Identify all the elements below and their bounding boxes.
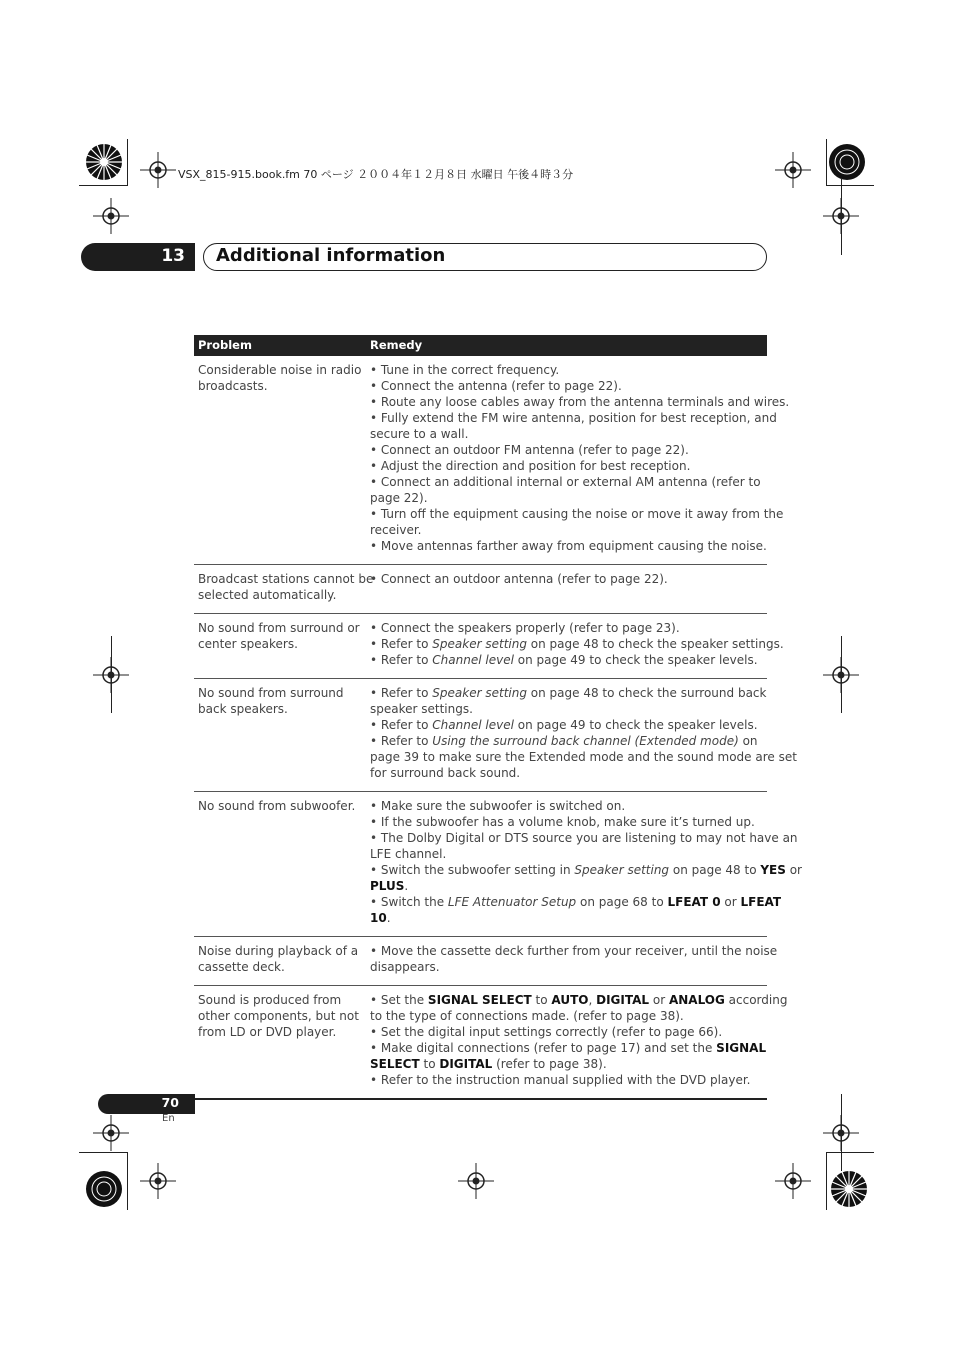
remedy-cell [370,798,802,926]
chapter-title-box [203,243,767,271]
italic-reference: Channel level [432,653,514,667]
problem-cell [198,362,364,394]
cell-line: • Connect the antenna (refer to page 22). [370,379,622,393]
cell-line: LFE channel. [370,847,447,861]
cell-line: receiver. [370,523,422,537]
table-header [194,335,767,356]
table-row [194,937,778,986]
cell-line: Broadcast stations cannot be [198,572,374,586]
cell-line: • Refer to Speaker setting on page 48 to check the speaker settings. [370,637,784,651]
bold-setting: SIGNAL SELECT [427,993,532,1007]
bold-setting: SIGNAL [716,1041,767,1055]
cell-line: • Set the digital input settings correctly (refer to page 66). [370,1025,723,1039]
crosshair-mark-icon [140,152,176,188]
cell-line: • Set the SIGNAL SELECT to AUTO, DIGITAL or ANALOG according [370,993,788,1007]
chapter-badge [81,243,195,271]
cell-line: selected automatically. [198,588,337,602]
table-row [194,986,788,1100]
crop-line [841,178,842,255]
crop-line [841,636,842,713]
cell-line: • Fully extend the FM wire antenna, position for best reception, and [370,411,777,425]
remedy-cell [370,992,788,1088]
crop-line [826,1152,827,1210]
cell-line: • Switch the LFE Attenuator Setup on page 68 to LFEAT 0 or LFEAT [370,895,782,909]
cell-line: to the type of connections made. (refer to page 38). [370,1009,684,1023]
table-row [194,356,790,565]
crop-line [79,1152,127,1153]
chapter-number: 13 [161,246,185,266]
cell-line: Noise during playback of a [198,944,359,958]
cell-line: page 39 to make sure the Extended mode and the sound mode are set [370,750,797,764]
table-row [194,565,767,614]
registration-sunburst-icon [826,141,868,183]
crop-line [111,636,112,713]
cell-line: • Connect an outdoor FM antenna (refer to page 22). [370,443,689,457]
crosshair-mark-icon [775,1163,811,1199]
cell-line: SELECT to DIGITAL (refer to page 38). [370,1057,607,1071]
cell-line: No sound from subwoofer. [198,799,356,813]
remedy-cell [370,620,784,668]
chapter-title: Additional information [216,245,446,266]
problem-cell [198,620,364,652]
cell-line: disappears. [370,960,440,974]
cell-line: center speakers. [198,637,298,651]
bold-setting: YES [760,863,786,877]
problem-cell [198,571,374,603]
cell-line: from LD or DVD player. [198,1025,337,1039]
crosshair-mark-icon [458,1163,494,1199]
bold-setting: DIGITAL [596,993,650,1007]
bold-setting: ANALOG [668,993,725,1007]
bold-setting: DIGITAL [439,1057,493,1071]
cell-line: 10. [370,911,391,925]
italic-reference: Using the surround back channel (Extended mode) [432,734,739,748]
page-number: 70 [161,1095,179,1110]
registration-sunburst-icon [83,141,125,183]
cell-line: • Turn off the equipment causing the noise or move it away from the [370,507,784,521]
remedy-cell [370,943,778,975]
cell-line: • Move antennas farther away from equipment causing the noise. [370,539,767,553]
cell-line: • Refer to Channel level on page 49 to check the speaker levels. [370,718,758,732]
remedy-cell [370,685,797,781]
crosshair-mark-icon [93,1115,129,1151]
cell-line: • Switch the subwoofer setting in Speaker setting on page 48 to YES or [370,863,802,877]
bold-setting: SELECT [370,1057,420,1071]
bold-setting: PLUS [370,879,405,893]
remedy-cell [370,571,766,587]
italic-reference: LFE Attenuator Setup [447,895,577,909]
bold-setting: AUTO [551,993,589,1007]
page-language: En [162,1113,175,1124]
cell-line: page 22). [370,491,428,505]
problem-cell [198,798,364,814]
cell-line: Considerable noise in radio [198,363,362,377]
table-row [194,679,797,792]
crosshair-mark-icon [93,198,129,234]
cell-line: other components, but not [198,1009,359,1023]
cell-line: No sound from surround [198,686,344,700]
registration-sunburst-icon [828,1168,870,1210]
troubleshooting-table [194,335,802,1100]
cell-line: • If the subwoofer has a volume knob, make sure it’s turned up. [370,815,755,829]
crop-line [79,185,127,186]
cell-line: • Refer to Using the surround back channel (Extended mode) on [370,734,758,748]
column-header-remedy: Remedy [370,338,423,352]
italic-reference: Speaker setting [432,637,527,651]
cell-line: • Tune in the correct frequency. [370,363,560,377]
registration-sunburst-icon [83,1168,125,1210]
cell-line: • Adjust the direction and position for best reception. [370,459,691,473]
cell-line: secure to a wall. [370,427,469,441]
cell-line: for surround back sound. [370,766,521,780]
crop-line [826,1152,874,1153]
page-number-badge [98,1094,195,1114]
remedy-cell [370,362,790,554]
column-header-problem: Problem [198,338,252,352]
table-body [194,356,802,1100]
cell-line: PLUS. [370,879,409,893]
bold-setting: LFEAT 0 [667,895,721,909]
crop-line [127,1152,128,1210]
cell-line: Sound is produced from [198,993,342,1007]
cell-line: • Connect an additional internal or external AM antenna (refer to [370,475,761,489]
cell-line: • Make sure the subwoofer is switched on. [370,799,626,813]
crosshair-mark-icon [140,1163,176,1199]
cell-line: broadcasts. [198,379,268,393]
cell-line: back speakers. [198,702,288,716]
problem-cell [198,943,364,975]
crosshair-mark-icon [775,152,811,188]
crop-line [127,139,128,186]
bold-setting: 10 [370,911,387,925]
cell-line: • The Dolby Digital or DTS source you are listening to may not have an [370,831,798,845]
problem-cell [198,992,364,1040]
cell-line: No sound from surround or [198,621,360,635]
crop-line [826,139,827,186]
crop-line [826,185,874,186]
cell-line: • Route any loose cables away from the antenna terminals and wires. [370,395,790,409]
table-row [194,614,784,679]
italic-reference: Speaker setting [432,686,527,700]
cell-line: • Make digital connections (refer to page 17) and set the SIGNAL [370,1041,767,1055]
table-row [194,792,802,937]
cell-line: • Connect an outdoor antenna (refer to page 22). [370,572,668,586]
cell-line: • Refer to Channel level on page 49 to check the speaker levels. [370,653,758,667]
cell-line: • Connect the speakers properly (refer to page 23). [370,621,680,635]
italic-reference: Channel level [432,718,514,732]
cell-line: • Move the cassette deck further from your receiver, until the noise [370,944,778,958]
cell-line: cassette deck. [198,960,285,974]
crop-line [841,1094,842,1171]
problem-cell [198,685,364,717]
cell-line: • Refer to the instruction manual supplied with the DVD player. [370,1073,751,1087]
cell-line: • Refer to Speaker setting on page 48 to check the surround back [370,686,767,700]
italic-reference: Speaker setting [574,863,670,877]
cell-line: speaker settings. [370,702,473,716]
bold-setting: LFEAT [740,895,782,909]
print-header-text: VSX_815-915.book.fm 70 ページ ２００４年１２月８日 水曜日 午後４時３分 [178,168,574,181]
